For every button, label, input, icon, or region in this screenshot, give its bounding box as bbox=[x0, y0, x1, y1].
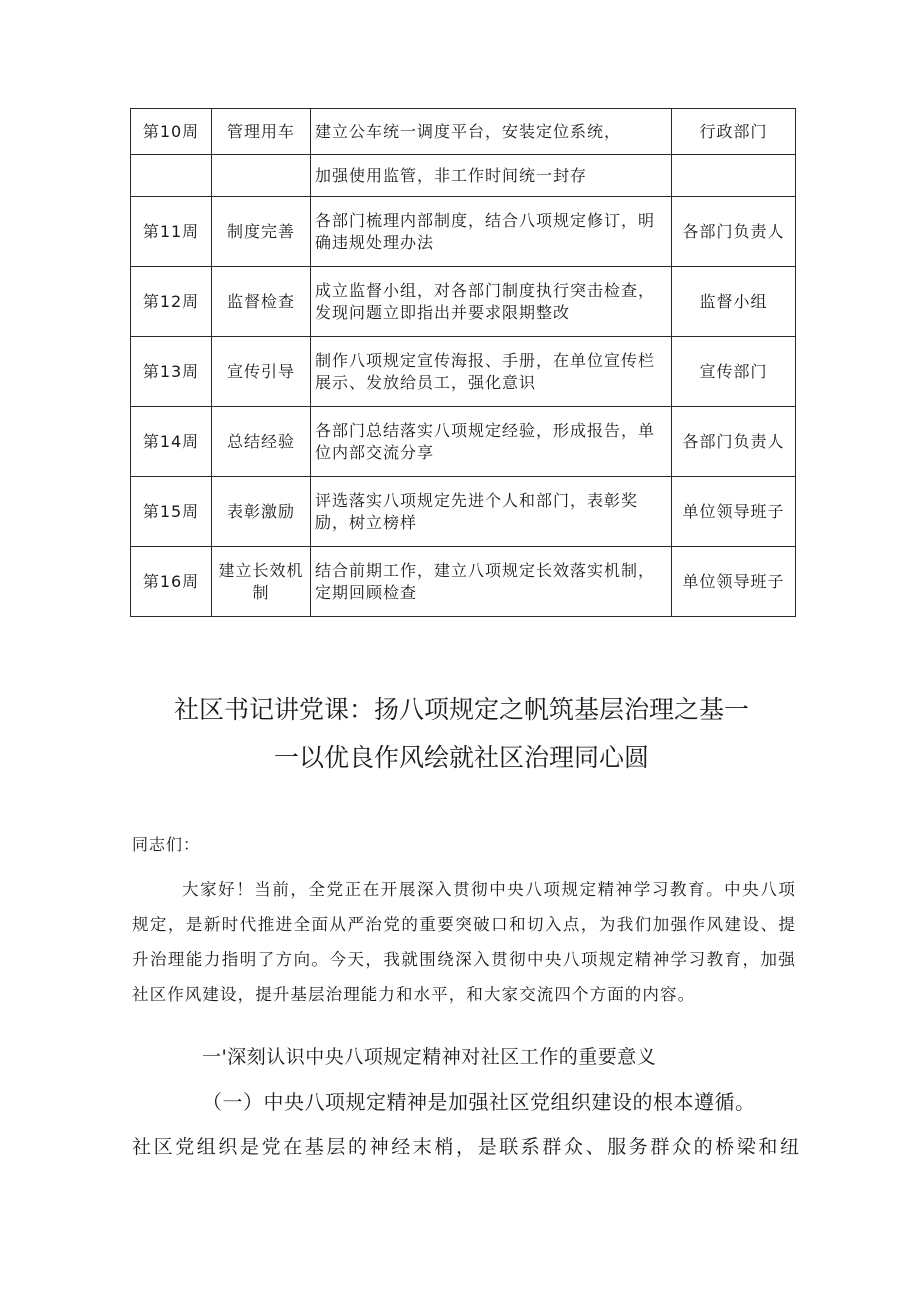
task-cell: 表彰激励 bbox=[212, 477, 311, 547]
table-row bbox=[131, 477, 796, 547]
table-row bbox=[131, 109, 796, 155]
table-row bbox=[131, 197, 796, 267]
salutation: 同志们： bbox=[132, 835, 201, 854]
task-cell: 制度完善 bbox=[212, 197, 311, 267]
table-row bbox=[131, 407, 796, 477]
article-title-line2: 一以优良作风绘就社区治理同心圆 bbox=[273, 743, 649, 772]
table-row bbox=[131, 337, 796, 407]
owner-cell: 单位领导班子 bbox=[672, 477, 796, 547]
task-cell: 监督检查 bbox=[212, 267, 311, 337]
task-cell: 总结经验 bbox=[212, 407, 311, 477]
section-heading: 一'深刻认识中央八项规定精神对社区工作的重要意义 bbox=[202, 1046, 657, 1068]
task-cell bbox=[212, 155, 311, 197]
content-cell: 制作八项规定宣传海报、手册，在单位宣传栏展示、发放给员工，强化意识 bbox=[311, 337, 672, 407]
owner-cell: 宣传部门 bbox=[672, 337, 796, 407]
content-cell: 成立监督小组，对各部门制度执行突击检查，发现问题立即指出并要求限期整改 bbox=[311, 267, 672, 337]
week-cell: 第12周 bbox=[131, 267, 212, 337]
owner-cell: 单位领导班子 bbox=[672, 547, 796, 617]
owner-cell bbox=[672, 155, 796, 197]
task-cell: 宣传引导 bbox=[212, 337, 311, 407]
task-cell: 管理用车 bbox=[212, 109, 311, 155]
week-cell: 第11周 bbox=[131, 197, 212, 267]
owner-cell: 监督小组 bbox=[672, 267, 796, 337]
week-cell: 第13周 bbox=[131, 337, 212, 407]
content-cell: 评选落实八项规定先进个人和部门，表彰奖励，树立榜样 bbox=[311, 477, 672, 547]
week-cell: 第14周 bbox=[131, 407, 212, 477]
intro-paragraph: 大家好！当前，全党正在开展深入贯彻中央八项规定精神学习教育。中央八项规定，是新时代推进全面从严治党的重要突破口和切入点，为我们加强作风建设、提升治理能力指明了方向。今天，我就围绕深入贯彻中央八项规定精神学习教育，加强社区作风建设，提升基层治理能力和水平，和大家交流四个方面的内容。 bbox=[132, 880, 796, 1004]
content-cell: 各部门总结落实八项规定经验，形成报告，单位内部交流分享 bbox=[311, 407, 672, 477]
table-row bbox=[131, 547, 796, 617]
week-cell: 第16周 bbox=[131, 547, 212, 617]
content-cell: 加强使用监管，非工作时间统一封存 bbox=[311, 155, 672, 197]
content-cell: 建立公车统一调度平台，安装定位系统， bbox=[311, 109, 672, 155]
table-row bbox=[131, 155, 796, 197]
week-cell: 第15周 bbox=[131, 477, 212, 547]
owner-cell: 各部门负责人 bbox=[672, 197, 796, 267]
subsection-heading: （一）中央八项规定精神是加强社区党组织建设的根本遵循。 bbox=[202, 1090, 756, 1114]
content-cell: 结合前期工作，建立八项规定长效落实机制，定期回顾检查 bbox=[311, 547, 672, 617]
week-cell: 第10周 bbox=[131, 109, 212, 155]
owner-cell: 各部门负责人 bbox=[672, 407, 796, 477]
task-cell: 建立长效机制 bbox=[212, 547, 311, 617]
owner-cell: 行政部门 bbox=[672, 109, 796, 155]
article-title-line1: 社区书记讲党课：扬八项规定之帆筑基层治理之基一 bbox=[173, 695, 749, 724]
work-schedule-table bbox=[130, 108, 796, 617]
table-row bbox=[131, 267, 796, 337]
week-cell bbox=[131, 155, 212, 197]
body-paragraph: 社区党组织是党在基层的神经末梢，是联系群众、服务群众的桥梁和纽 bbox=[132, 1136, 802, 1158]
content-cell: 各部门梳理内部制度，结合八项规定修订，明确违规处理办法 bbox=[311, 197, 672, 267]
